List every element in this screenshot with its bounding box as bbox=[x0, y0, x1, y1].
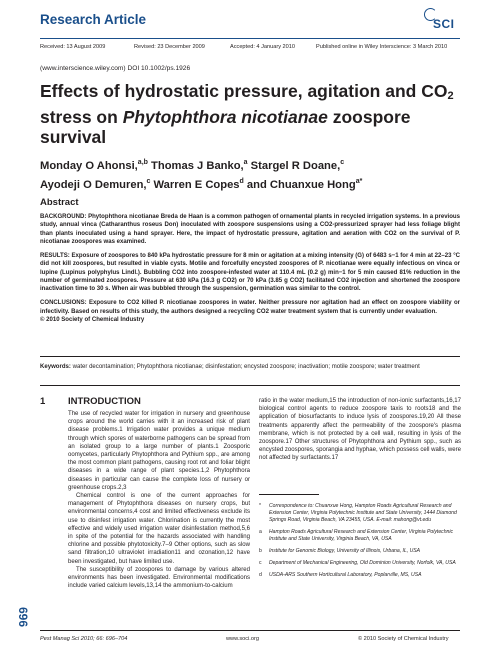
author-name: Stargel R Doane, bbox=[247, 160, 341, 172]
note-mark: a bbox=[259, 529, 262, 535]
note-text: Correspondence to: Chuanxue Hong, Hampton Roads Agricultural Research and Extension Center, Virginia Polytechnic Institute and State University, 1444 Diamond Springs Road, Virginia Beach, VA 23455, USA. E-mail: mahong@vt.edu bbox=[269, 503, 457, 523]
logo-text: SCI bbox=[433, 17, 455, 31]
note-mark: b bbox=[259, 548, 262, 554]
note-text: Institute for Genomic Biology, University of Illinois, Urbana, IL, USA bbox=[269, 548, 421, 554]
author-name: Monday O Ahonsi, bbox=[40, 160, 138, 172]
title-part3: zoospore survival bbox=[40, 106, 411, 147]
abstract-results bbox=[40, 252, 460, 293]
received-date: Received: 13 August 2009 bbox=[40, 44, 106, 50]
note-mark: d bbox=[259, 572, 262, 578]
note-mark: * bbox=[259, 503, 261, 509]
revised-date: Revised: 23 December 2009 bbox=[134, 44, 205, 50]
author-affil: d bbox=[239, 178, 244, 185]
note-affil-a bbox=[259, 529, 461, 543]
abstract-label: RESULTS: bbox=[40, 253, 70, 259]
abstract-text: Exposure to CO2 killed P. nicotianae zoospores in water. Neither pressure nor agitation had an effect on zoospore viability or infectivity. Based on results of this study, the authors designed a recycling CO2 water treatment system that is currently under evaluation. bbox=[40, 300, 460, 315]
note-text: USDA-ARS Southern Horticultural Laboratory, Poplarville, MS, USA bbox=[269, 572, 422, 578]
note-text: Hampton Roads Agricultural Research and Extension Center, Virginia Polytechnic Institute and State University, Virginia Beach, VA, USA bbox=[269, 529, 454, 542]
keywords-label: Keywords: bbox=[40, 364, 71, 370]
section-number: 1 bbox=[40, 396, 46, 407]
author-affil: c bbox=[340, 159, 345, 166]
keywords bbox=[40, 363, 460, 371]
author-name: Warren E Copes bbox=[150, 179, 240, 191]
keywords-rule-top bbox=[40, 356, 460, 357]
site-link[interactable]: www.soci.org bbox=[226, 636, 259, 642]
published-date: Published online in Wiley Interscience: 3 March 2010 bbox=[316, 44, 448, 50]
abstract-label: CONCLUSIONS: bbox=[40, 300, 87, 307]
author-name: and Chuanxue Hong bbox=[243, 179, 356, 191]
abstract-conclusions bbox=[40, 299, 460, 316]
note-mark: c bbox=[259, 560, 262, 566]
title-species: Phytophthora nicotianae bbox=[122, 106, 328, 127]
note-text: Department of Mechanical Engineering, Old Dominion University, Norfolk, VA, USA bbox=[269, 560, 456, 566]
author-affil: c bbox=[146, 178, 151, 185]
accepted-date: Accepted: 4 January 2010 bbox=[230, 44, 295, 50]
abstract-copyright: © 2010 Society of Chemical Industry bbox=[40, 316, 145, 323]
author-line-1 bbox=[40, 155, 470, 174]
note-affil-c bbox=[259, 560, 461, 567]
note-correspondence bbox=[259, 503, 461, 524]
author-affil: a,b bbox=[137, 159, 148, 166]
note-affil-d bbox=[259, 572, 461, 579]
section-title: INTRODUCTION bbox=[68, 396, 141, 407]
footer-rule bbox=[40, 630, 460, 631]
author-list bbox=[40, 155, 470, 193]
footnote-rule bbox=[259, 494, 319, 495]
author-line-2 bbox=[40, 174, 470, 193]
keywords-text: water decontamination; Phytophthora nicotianae; disinfestation; encysted zoospore; inactivation; motile zoospore; water treatment bbox=[70, 364, 420, 370]
title-part1: Effects of hydrostatic pressure, agitation and CO bbox=[40, 81, 448, 101]
page-number: 696 bbox=[16, 607, 30, 628]
body-column-left bbox=[68, 410, 250, 590]
abstract-body bbox=[40, 213, 460, 324]
section-heading bbox=[40, 396, 141, 407]
article-type: Research Article bbox=[40, 12, 147, 27]
author-affil: a* bbox=[355, 178, 363, 185]
abstract-heading: Abstract bbox=[40, 197, 79, 208]
abstract-text: Exposure of zoospores to 840 kPa hydrostatic pressure for 8 min or agitation at a mixing intensity (G) of 6483 s−1 for 4 min at 22–23 °C did not kill zoospores, but resulted in viable cysts. Motile and forcefully encysted zoospores of P. nicotianae were equally infectious on vinca or lupine (Lupinus polyphylus Lindl.). Bubbling CO2 into zoospore-infested water at 110.4 mL (0.2 g) min−1 for 5 min caused 81% reduction in the number of germinated zoospores. Pressure at 630 kPa (16.3 g CO2) or 70 kPa (3.85 g CO2) facilitated CO2 injection and shortened the zoospore inactivation time to 30 s. When air was bubbled through the suspension, germination was similar to the control. bbox=[40, 253, 460, 292]
paragraph: The susceptibility of zoospores to damage by various altered environments has been investigated. Environmental modifications include varied calcium levels,13,14 the ammonium-to-calcium bbox=[68, 566, 250, 590]
keywords-rule-bottom bbox=[40, 385, 460, 386]
journal-citation: Pest Manag Sci 2010; 66: 696–704 bbox=[40, 636, 128, 642]
author-name: Ayodeji O Demuren, bbox=[40, 179, 147, 191]
paragraph: The use of recycled water for irrigation in nursery and greenhouse crops around the world carries with it an increased risk of plant disease problems.1 Irrigation water provides a unique medium through which spores of waterborne pathogens can be spread from an isolated group to a large number of plants.1 Zoosporic oomycetes, particularly Phytophthora and Pythium spp., are among the most common plant pathogens, causing root rot and foliar blight diseases in a wide range of plant species.1,2 Phytophthora diseases in particular can cause the complete loss of nursery or greenhouse crops.2,3 bbox=[68, 411, 250, 491]
abstract-background bbox=[40, 213, 460, 246]
doi: (www.interscience.wiley.com) DOI 10.1002/ps.1926 bbox=[40, 65, 191, 72]
body-column-right: ratio in the water medium,15 the introduction of non-ionic surfactants,16,17 biological control agents to reduce zoospore taxis to roots18 and the application of biosurfactants to induce lysis of zoospores.19,20 All these treatments apparently affect the permeability of the zoospore's plasma membrane, which is not protected by a cell wall, resulting in lysis of the zoospore.17 Other structures of Phytophthora and Pythium spp., such as encysted zoospores, sporangia and hyphae, which possess cell walls, were not affected by surfactants.17 bbox=[259, 398, 462, 462]
note-affil-b bbox=[259, 548, 461, 555]
author-name: Thomas J Banko, bbox=[147, 160, 244, 172]
footer-copyright: © 2010 Society of Chemical Industry bbox=[358, 636, 449, 642]
title-sub: 2 bbox=[447, 90, 454, 102]
abstract-text: Phytophthora nicotianae Breda de Haan is a common pathogen of ornamental plants in recycled irrigation systems. In a previous study, annual vinca (Catharanthus roseus Don) inoculated with zoospore suspensions using a CO2-pressurized sprayer had less foliage blight than plants inoculated using a hand sprayer. Here, the impact of hydrostatic pressure, agitation and aeration with CO2 on the survival of P. nicotianae zoospores was examined. bbox=[40, 214, 460, 245]
header-rule bbox=[40, 38, 460, 39]
article-title bbox=[40, 81, 470, 148]
paragraph: Chemical control is one of the current approaches for management of Phytophthora diseases on nursery crops, but environmental concerns,4 cost and limited effectiveness exclude its use to disinfest irrigation water. Chlorination is currently the most effective and widely used irrigation water disinfestation method,5,6 in spite of the potential for the hazards associated with handling chlorine and possible phytotoxicity.7–9 Other options, such as slow sand filtration,10 ultraviolet irradiation11 and ozonation,12 have been investigated, but have limited use. bbox=[68, 493, 250, 565]
sci-logo bbox=[424, 8, 464, 32]
author-affil: a bbox=[243, 159, 248, 166]
affiliation-notes bbox=[259, 503, 461, 584]
abstract-label: BACKGROUND: bbox=[40, 214, 87, 220]
title-part2: stress on bbox=[40, 106, 123, 127]
